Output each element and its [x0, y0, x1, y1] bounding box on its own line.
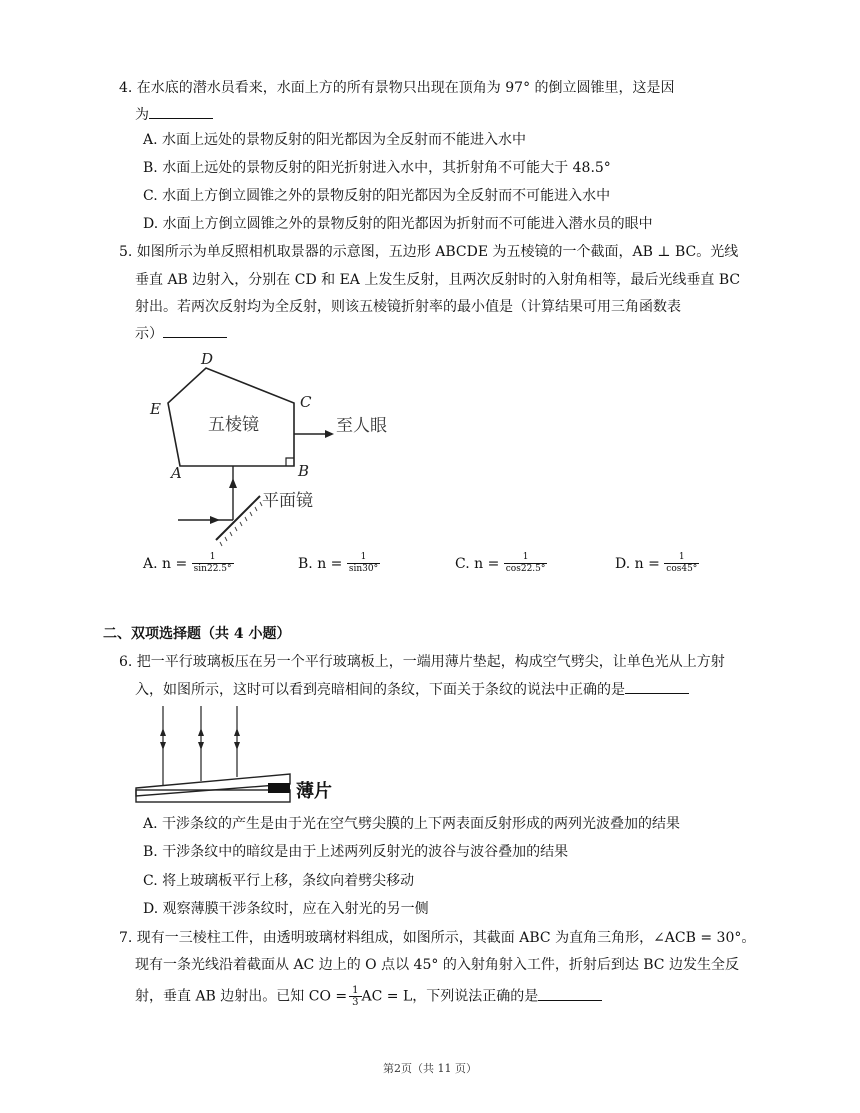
plane-mirror — [216, 496, 260, 540]
q5-option-c-label: C. n = — [455, 555, 500, 572]
vertex-label-b: B — [298, 462, 310, 480]
vertex-label-d: D — [201, 350, 214, 368]
mirror-hatching — [220, 502, 262, 546]
q7-line-2: 现有一条光线沿着截面从 AC 边上的 O 点以 45° 的入射角射入工件，折射后到达 BC 边发生全反 — [135, 957, 739, 973]
fraction-denominator: sin30° — [348, 564, 379, 574]
q5-option-b-label: B. n = — [298, 555, 343, 572]
q5-line-1: 5. 如图所示为单反照相机取景器的示意图，五边形 ABCDE 为五棱镜的一个截面，AB ⊥ BC。光线 — [119, 244, 739, 260]
answer-blank — [625, 679, 689, 694]
q5-line-4 — [135, 323, 227, 344]
lower-glass-plate — [136, 790, 290, 802]
fraction-denominator: cos22.5° — [505, 564, 546, 574]
q4-option-a: A. 水面上远处的景物反射的阳光都因为全反射而不能进入水中 — [143, 132, 527, 148]
q6-line-1: 6. 把一平行玻璃板压在另一个平行玻璃板上，一端用薄片垫起，构成空气劈尖，让单色光从上方射 — [119, 654, 725, 670]
q4-line-1: 4. 在水底的潜水员看来，水面上方的所有景物只出现在顶角为 97° 的倒立圆锥里，这是因 — [119, 80, 675, 96]
q4-option-d: D. 水面上方倒立圆锥之外的景物反射的阳光都因为折射而不可能进入潜水员的眼中 — [143, 216, 653, 232]
mirror-label: 平面镜 — [262, 491, 313, 511]
q5-option-b — [298, 552, 380, 575]
prism-label: 五棱镜 — [208, 415, 259, 435]
air-wedge-figure — [130, 704, 340, 808]
upper-glass-plate — [136, 774, 290, 796]
fraction-numerator: 1 — [349, 985, 361, 997]
fraction-denominator: sin22.5° — [193, 564, 232, 574]
q4-option-c: C. 水面上方倒立圆锥之外的景物反射的阳光都因为全反射而不可能进入水中 — [143, 188, 611, 204]
q5-option-a-fraction — [192, 552, 234, 575]
section-2-title: 二、双项选择题（共 4 小题） — [103, 626, 291, 642]
q6-option-b: B. 干涉条纹中的暗纹是由于上述两列反射光的波谷与波谷叠加的结果 — [143, 844, 569, 860]
q5-line-3: 射出。若两次反射均为全反射，则该五棱镜折射率的最小值是（计算结果可用三角函数表 — [135, 299, 681, 315]
right-angle-mark — [286, 458, 294, 466]
fraction-numerator: 1 — [192, 552, 234, 564]
horizontal-arrow-head — [210, 516, 220, 524]
vertex-label-a: A — [171, 464, 182, 482]
answer-blank — [538, 986, 602, 1001]
q5-option-d — [615, 552, 699, 575]
q5-option-d-fraction — [664, 552, 699, 575]
shim — [268, 783, 290, 793]
q4-option-b: B. 水面上远处的景物反射的阳光折射进入水中，其折射角不可能大于 48.5° — [143, 160, 611, 176]
q7-line-1: 7. 现有一三棱柱工件，由透明玻璃材料组成，如图所示，其截面 ABC 为直角三角形，∠ACB = 30°。 — [119, 930, 756, 946]
q5-option-a — [143, 552, 234, 575]
fraction-numerator: 1 — [504, 552, 548, 564]
answer-blank — [163, 323, 227, 338]
q5-option-b-fraction — [347, 552, 380, 575]
q5-option-d-label: D. n = — [615, 555, 660, 572]
shim-label: 薄片 — [296, 781, 332, 802]
fraction-denominator: cos45° — [666, 564, 698, 574]
q5-option-a-label: A. n = — [143, 555, 188, 572]
q4-line-2-text: 为 — [135, 107, 149, 123]
q7-fraction — [349, 985, 361, 1008]
q6-option-d: D. 观察薄膜干涉条纹时，应在入射光的另一侧 — [143, 901, 429, 917]
q5-line-4-text: 示） — [135, 326, 163, 342]
q6-line-2 — [135, 679, 689, 700]
q4-line-2 — [135, 104, 213, 125]
answer-blank — [149, 104, 213, 119]
q7-line-3 — [135, 985, 602, 1008]
fraction-denominator: 3 — [352, 997, 359, 1008]
q5-option-c — [455, 552, 547, 575]
q6-line-2-text: 入，如图所示，这时可以看到亮暗相间的条纹，下面关于条纹的说法中正确的是 — [135, 682, 625, 698]
q6-option-c: C. 将上玻璃板平行上移，条纹向着劈尖移动 — [143, 873, 415, 889]
vertex-label-e: E — [150, 400, 161, 418]
vertex-label-c: C — [300, 393, 312, 411]
q7-line-3b: AC = L，下列说法正确的是 — [361, 988, 539, 1005]
ray-arrow-heads — [160, 728, 240, 750]
q7-line-3a: 射，垂直 AB 边射出。已知 CO = — [135, 988, 348, 1005]
q6-option-a: A. 干涉条纹的产生是由于光在空气劈尖膜的上下两表面反射形成的两列光波叠加的结果 — [143, 816, 681, 832]
q5-line-2: 垂直 AB 边射入，分别在 CD 和 EA 上发生反射，且两次反射时的入射角相等，最后光线垂直 BC — [135, 272, 741, 288]
pentaprism-figure — [140, 348, 400, 548]
fraction-numerator: 1 — [664, 552, 699, 564]
vertical-arrow-head — [229, 478, 237, 488]
eye-label: 至人眼 — [336, 416, 387, 436]
page-footer: 第2页（共 11 页） — [383, 1062, 477, 1075]
q5-option-c-fraction — [504, 552, 548, 575]
fraction-numerator: 1 — [347, 552, 380, 564]
exit-arrow-head — [325, 430, 334, 438]
